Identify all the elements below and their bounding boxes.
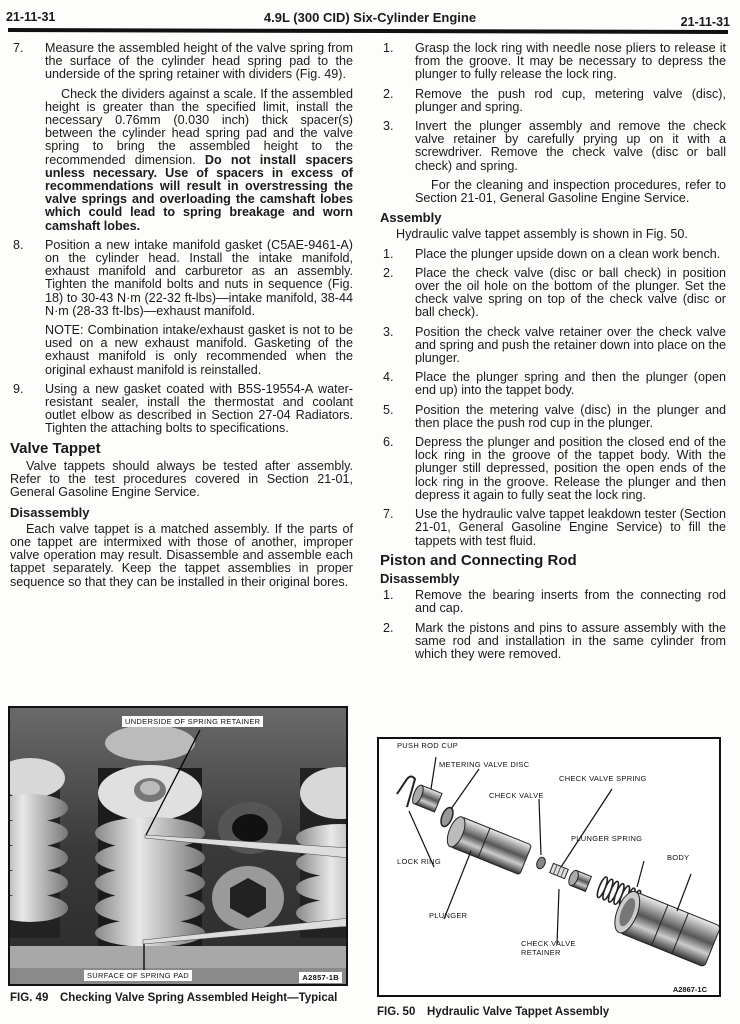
step-text: Position the check valve retainer over the check valve and spring and push the retainer down into place on the plunger. (415, 324, 726, 366)
subheading-assembly: Assembly (380, 210, 442, 226)
label-check-valve-spring: CHECK VALVE SPRING (559, 774, 647, 783)
disassembly-step (380, 88, 726, 114)
label-check-valve-retainer-line1: CHECK VALVE (521, 939, 576, 948)
step-number: 1. (383, 41, 394, 55)
assembly-step (380, 508, 726, 548)
assembly-intro: Hydraulic valve tappet assembly is shown in Fig. 50. (396, 227, 688, 242)
section-heading-piston: Piston and Connecting Rod (380, 551, 577, 569)
step-text: Invert the plunger assembly and remove the check valve retainer by carefully prying up on it with a screwdriver. Remove the check valve (disc or ball check) and spring. (415, 119, 726, 173)
step-text: Place the plunger spring and then the plunger (open end up) into the tappet body. (415, 370, 726, 398)
disassembly-step (380, 42, 726, 82)
assembly-step (380, 248, 726, 261)
valve-spring-photo-illustration (10, 708, 348, 986)
label-plunger-spring: PLUNGER SPRING (571, 834, 643, 843)
step-text: Using a new gasket coated with B5S-19554-A water-resistant sealer, install the thermostat and coolant outlet elbow as described in Section 27-04 Radiators. Tighten the attaching bolts to specifications. (45, 381, 353, 436)
assembly-step (380, 404, 726, 430)
valve-tappet-intro: Valve tappets should always be tested after assembly. Refer to the test procedures covered in Section 21-01, General Gasoline Engine Service. (10, 458, 353, 500)
figure-id: A2857-1B (299, 972, 342, 983)
page-title: 4.9L (300 CID) Six-Cylinder Engine (263, 10, 477, 25)
subheading-disassembly: Disassembly (10, 504, 90, 520)
label-check-valve: CHECK VALVE (489, 791, 544, 800)
step-text: Use the hydraulic valve tappet leakdown tester (Section 21-01, General Gasoline Engine Service) to fill the tappets with test fluid. (415, 507, 726, 548)
step-number: 8. (13, 237, 24, 252)
step-text: Remove the bearing inserts from the connecting rod and cap. (415, 588, 726, 616)
disassembly-intro: Each valve tappet is a matched assembly. If the parts of one tappet are intermixed with those of another, improper valve operation may result. Disassemble and assemble each tappet separately. Keep the tappet assemblies in proper sequence so that they can be installed in their original bores. (10, 521, 353, 589)
cleaning-note: For the cleaning and inspection procedures, refer to Section 21-01, General Gasoline Engine Service. (415, 177, 726, 206)
step-text: Position the metering valve (disc) in the plunger and then place the push rod cup in the plunger. (415, 402, 726, 430)
callout-surface-spring-pad: SURFACE OF SPRING PAD (84, 970, 192, 981)
label-lock-ring: LOCK RING (397, 857, 441, 866)
step-number: 9. (13, 381, 24, 396)
piston-step (380, 589, 726, 615)
step-number: 4. (383, 370, 394, 385)
spacer-warning: Do not install spacers unless necessary. Use of spacers in excess of recommendations will result in overstressing the valve springs and overloading the camshaft lobes which could lead to spring breakage and worn camshaft lobes. (45, 152, 354, 233)
disassembly-step (380, 120, 726, 173)
figure-number: FIG. 50 (377, 1006, 416, 1018)
figure-title: Hydraulic Valve Tappet Assembly (427, 1006, 610, 1018)
assembly-step (380, 371, 726, 397)
label-body: BODY (667, 853, 690, 862)
label-check-valve-retainer-line2: RETAINER (521, 948, 561, 957)
step-text: Remove the push rod cup, metering valve (disc), plunger and spring. (415, 86, 726, 114)
step-number: 5. (383, 402, 394, 417)
right-column (380, 42, 726, 667)
subheading-piston-disassembly: Disassembly (380, 570, 460, 586)
figure-49-photo (8, 706, 348, 986)
assembly-step (380, 436, 726, 502)
tappet-exploded-illustration (379, 739, 721, 997)
assembly-step (380, 326, 726, 366)
left-column (10, 42, 353, 595)
step-8 (10, 239, 353, 318)
figure-50-caption (377, 1006, 721, 1018)
step-number: 1. (383, 588, 394, 603)
step-number: 7. (13, 41, 24, 55)
step-number: 1. (383, 246, 394, 261)
step-text: Measure the assembled height of the valve spring from the surface of the cylinder head spring pad to the underside of the spring retainer with dividers (Fig. 49). (45, 41, 353, 82)
page-number-right: 21-11-31 (680, 15, 730, 29)
label-push-rod-cup: PUSH ROD CUP (397, 741, 459, 750)
step-9 (10, 383, 353, 436)
step-7 (10, 42, 353, 82)
step-text: Place the plunger upside down on a clean work bench. (415, 246, 721, 261)
callout-underside-spring-retainer: UNDERSIDE OF SPRING RETAINER (122, 716, 263, 727)
step-number: 3. (383, 119, 394, 134)
step-number: 2. (383, 86, 394, 101)
header-rule (8, 28, 728, 34)
page-header (0, 0, 740, 34)
figure-id: A2867-1C (672, 985, 707, 994)
figure-title: Checking Valve Spring Assembled Height—Typical (60, 992, 338, 1004)
step-text: Position a new intake manifold gasket (C5AE-9461-A) on the cylinder head. Install the intake manifold, exhaust manifold and carburetor as an assembly. Tighten the manifold bolts and nuts in sequence (Fig. 18) to 30-43 N·m (22-32 ft-lbs)—intake manifold, 38-44 N·m (28-33 ft-lbs)—exhaust manifold. (45, 237, 353, 318)
label-plunger: PLUNGER (429, 911, 468, 920)
figure-50-diagram (377, 737, 721, 997)
gasket-note: NOTE: Combination intake/exhaust gasket is not to be used on a new exhaust manifold. Gasketing of the exhaust manifold is only recommended when the original exhaust manifold is reinstalled. (45, 323, 353, 377)
step-number: 2. (383, 620, 394, 635)
piston-step (380, 622, 726, 662)
step-number: 6. (383, 435, 394, 450)
figure-number: FIG. 49 (10, 992, 49, 1004)
page-number-left: 21-11-31 (6, 10, 56, 24)
label-metering-valve-disc: METERING VALVE DISC (439, 760, 530, 769)
step-text: Place the check valve (disc or ball check) in position over the oil hole on the bottom of the plunger. Set the check valve spring on top of the check valve (disc or ball check). (415, 265, 726, 320)
spacer-paragraph (45, 88, 353, 233)
assembly-step (380, 267, 726, 320)
step-number: 3. (383, 324, 394, 339)
step-text: Depress the plunger and position the closed end of the lock ring in the groove of the tappet body. With the plunger still depressed, position the open ends of the lock ring in the groove. Release the plunger and then depress it again to fully seat the lock ring. (415, 435, 726, 502)
step-number: 2. (383, 265, 394, 280)
step-number: 7. (383, 507, 394, 522)
step-text: Grasp the lock ring with needle nose pliers to release it from the groove. It may be necessary to depress the plunger to fully release the lock ring. (415, 41, 726, 82)
section-heading-valve-tappet: Valve Tappet (10, 439, 101, 457)
step-text: Mark the pistons and pins to assure assembly with the same rod and installation in the same cylinder from which they were removed. (415, 620, 726, 661)
spacer-text: Check the dividers against a scale. If the assembled height is greater than the specified limit, install the necessary 0.76mm (0.030 inch) thick spacer(s) between the cylinder head spring pad and the valve spring to bring the assembled height to the recommended dimension. (45, 86, 353, 167)
figure-49-caption (10, 992, 350, 1004)
